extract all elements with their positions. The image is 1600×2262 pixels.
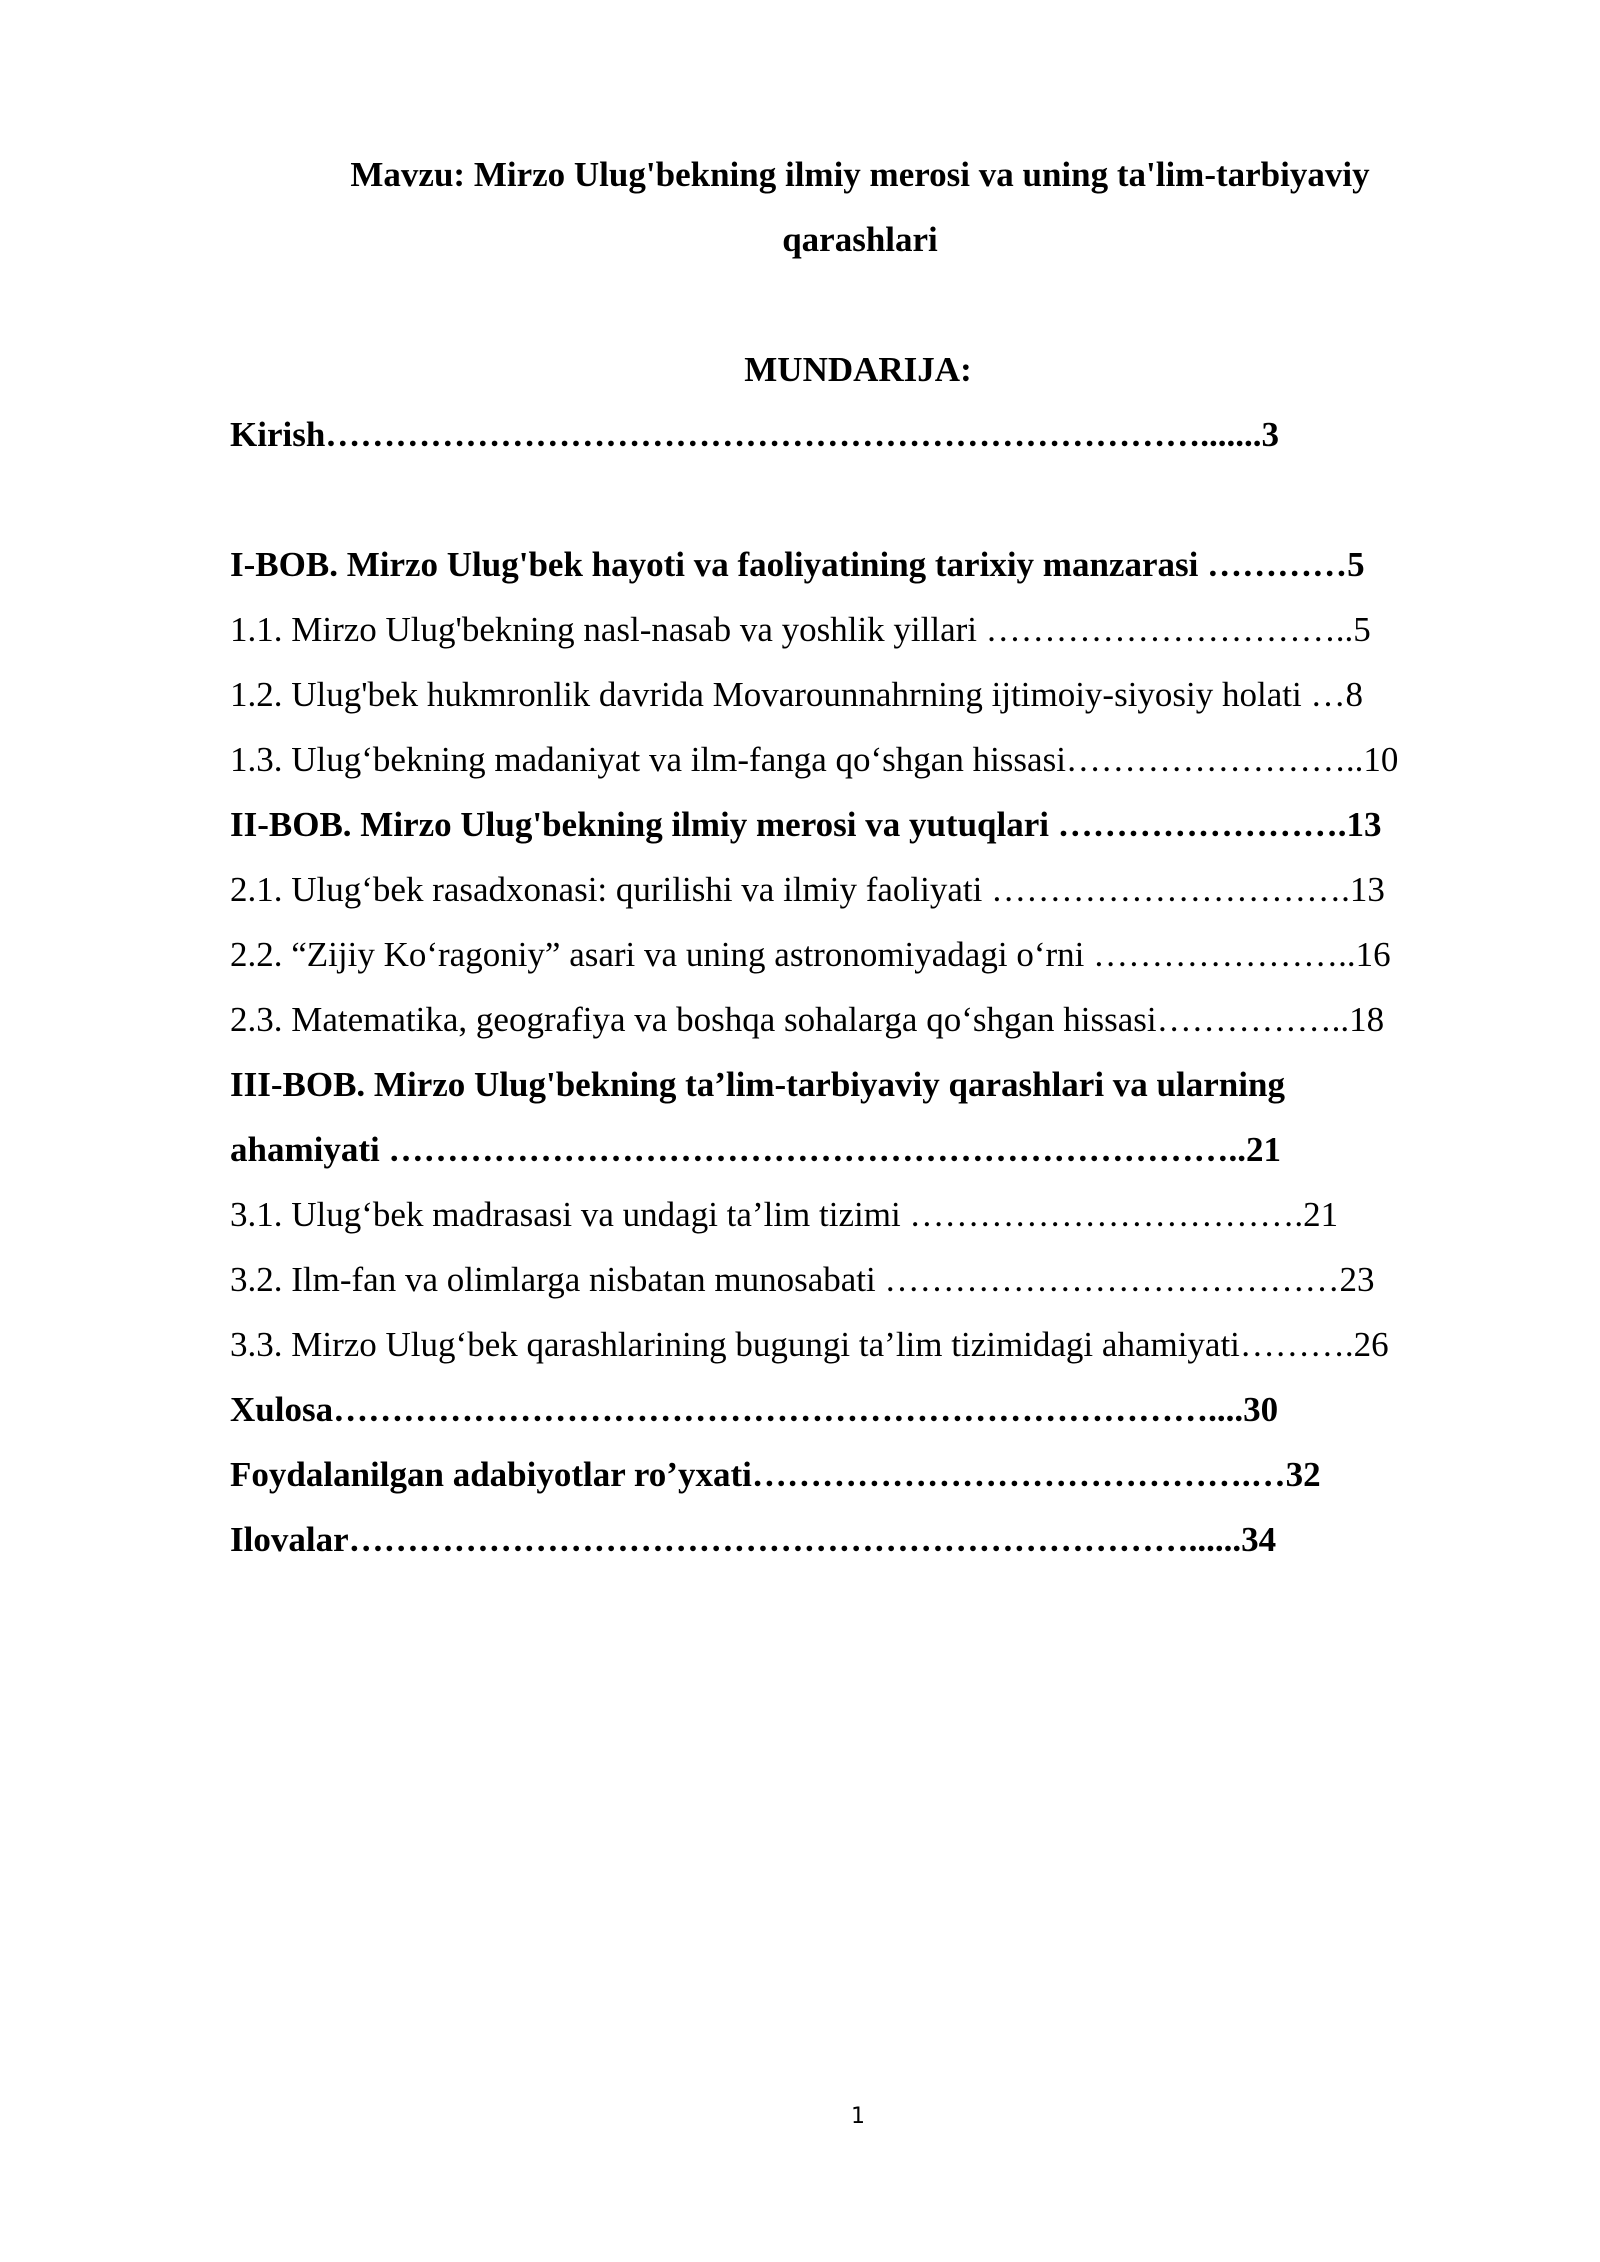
toc-entry-xulosa: Xulosa…………………………………………………………………....30 [230, 1390, 1279, 1429]
toc-entry-2-3: 2.3. Matematika, geografiya va boshqa sohalarga qo‘shgan hissasi……………..18 [230, 1000, 1385, 1039]
toc-entry-2-2: 2.2. “Zijiy Ko‘ragoniy” asari va uning astronomiyadagi o‘rni …………………..16 [230, 935, 1391, 974]
page-number: 1 [851, 2104, 865, 2129]
toc-entry-ilovalar: Ilovalar………………………………………………………………......34 [230, 1520, 1277, 1559]
toc-entry-chapter-3: III-BOB. Mirzo Ulug'bekning ta’lim-tarbiyaviy qarashlari va ularning [230, 1065, 1285, 1104]
document-title-line2: qarashlari [782, 220, 938, 259]
toc-entry-chapter-3-cont: ahamiyati ………………………………………………………………..21 [230, 1130, 1281, 1169]
toc-entry-3-1: 3.1. Ulug‘bek madrasasi va undagi ta’lim tizimi …………………………….21 [230, 1195, 1339, 1234]
toc-entry-chapter-1: I-BOB. Mirzo Ulug'bek hayoti va faoliyatining tarixiy manzarasi …………5 [230, 545, 1365, 584]
toc-entry-1-1: 1.1. Mirzo Ulug'bekning nasl-nasab va yoshlik yillari …………………………..5 [230, 610, 1371, 649]
toc-entry-1-2: 1.2. Ulug'bek hukmronlik davrida Movarounnahrning ijtimoiy-siyosiy holati …8 [230, 675, 1363, 714]
toc-entry-adabiyotlar: Foydalanilgan adabiyotlar ro’yxati…………………………………….…32 [230, 1455, 1321, 1494]
toc-entry-chapter-2: II-BOB. Mirzo Ulug'bekning ilmiy merosi va yutuqlari …………………….13 [230, 805, 1382, 844]
document-title-line1: Mavzu: Mirzo Ulug'bekning ilmiy merosi va uning ta'lim-tarbiyaviy [350, 155, 1370, 194]
toc-entry-2-1: 2.1. Ulug‘bek rasadxonasi: qurilishi va ilmiy faoliyati ………………………….13 [230, 870, 1385, 909]
toc-entry-1-3: 1.3. Ulug‘bekning madaniyat va ilm-fanga qo‘shgan hissasi……………………..10 [230, 740, 1399, 779]
contents-heading: MUNDARIJA: [744, 350, 972, 389]
toc-entry-kirish: Kirish………………………………………………………………….......3 [230, 415, 1280, 454]
toc-entry-3-2: 3.2. Ilm-fan va olimlarga nisbatan munosabati …………………………………23 [230, 1260, 1375, 1299]
toc-entry-3-3: 3.3. Mirzo Ulug‘bek qarashlarining bugungi ta’lim tizimidagi ahamiyati……….26 [230, 1325, 1389, 1364]
